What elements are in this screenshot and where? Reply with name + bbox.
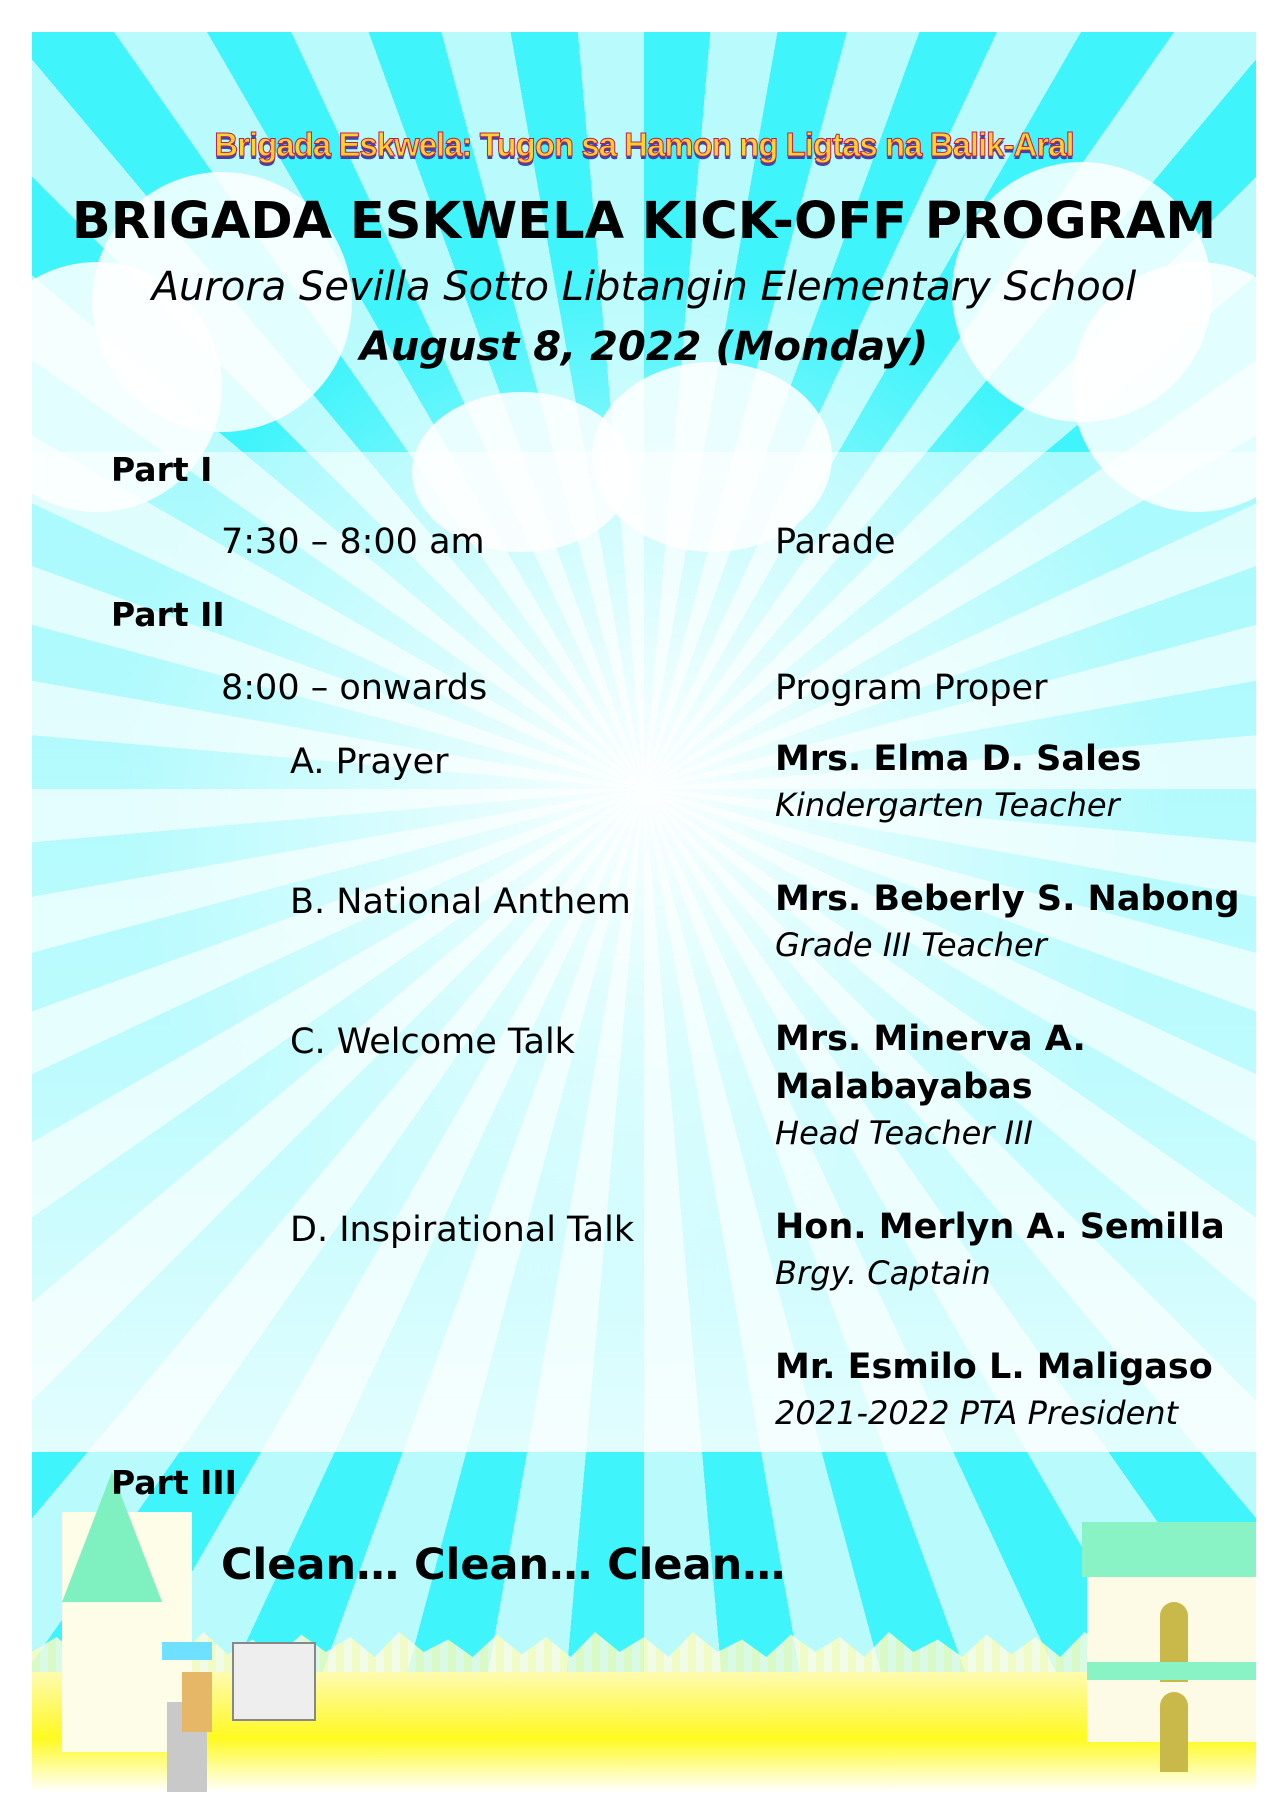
part-1-activity: Parade (775, 522, 896, 562)
speaker-role: 2021-2022 PTA President (775, 1394, 1179, 1432)
program-item-speaker (775, 735, 1142, 827)
program-item-speaker (775, 1203, 1225, 1295)
page-title: BRIGADA ESKWELA KICK-OFF PROGRAM (71, 192, 1217, 251)
part-2-time: 8:00 – onwards (221, 668, 488, 708)
event-date: August 8, 2022 (Monday) (359, 324, 929, 370)
program-item-speaker (775, 1015, 1175, 1155)
speaker-name: Hon. Merlyn A. Semilla (775, 1207, 1225, 1247)
part-3-label: Part III (111, 1463, 237, 1502)
speaker-role: Head Teacher III (775, 1114, 1033, 1152)
part-3-activity: Clean… Clean… Clean… (221, 1540, 786, 1590)
speaker-name: Mrs. Elma D. Sales (775, 739, 1142, 779)
speaker-name: Mr. Esmilo L. Maligaso (775, 1347, 1213, 1387)
school-building-illustration (62, 1512, 192, 1752)
program-item-label: B. National Anthem (290, 882, 631, 922)
program-item-label: C. Welcome Talk (290, 1022, 575, 1062)
program-item-speaker (775, 1343, 1213, 1435)
speaker-name: Mrs. Minerva A. Malabayabas (775, 1019, 1086, 1107)
crates-illustration (182, 1672, 212, 1732)
program-item-label: D. Inspirational Talk (290, 1210, 635, 1250)
truck-illustration (232, 1642, 316, 1721)
school-name: Aurora Sevilla Sotto Libtangin Elementary School (151, 264, 1137, 310)
part-1-label: Part I (111, 450, 213, 489)
speaker-role: Kindergarten Teacher (775, 786, 1120, 824)
school-building-illustration (1087, 1542, 1256, 1742)
program-item-speaker (775, 875, 1240, 967)
part-1-time: 7:30 – 8:00 am (221, 522, 485, 562)
program-poster (32, 32, 1256, 1792)
tagline: Brigada Eskwela: Tugon sa Hamon ng Ligtas na Balik-Aral (214, 126, 1074, 163)
speaker-role: Brgy. Captain (775, 1254, 991, 1292)
program-item-label: A. Prayer (290, 742, 449, 782)
speaker-role: Grade III Teacher (775, 926, 1047, 964)
part-2-activity: Program Proper (775, 668, 1048, 708)
part-2-label: Part II (111, 595, 225, 634)
speaker-name: Mrs. Beberly S. Nabong (775, 879, 1240, 919)
yellow-ground (32, 1672, 1256, 1792)
